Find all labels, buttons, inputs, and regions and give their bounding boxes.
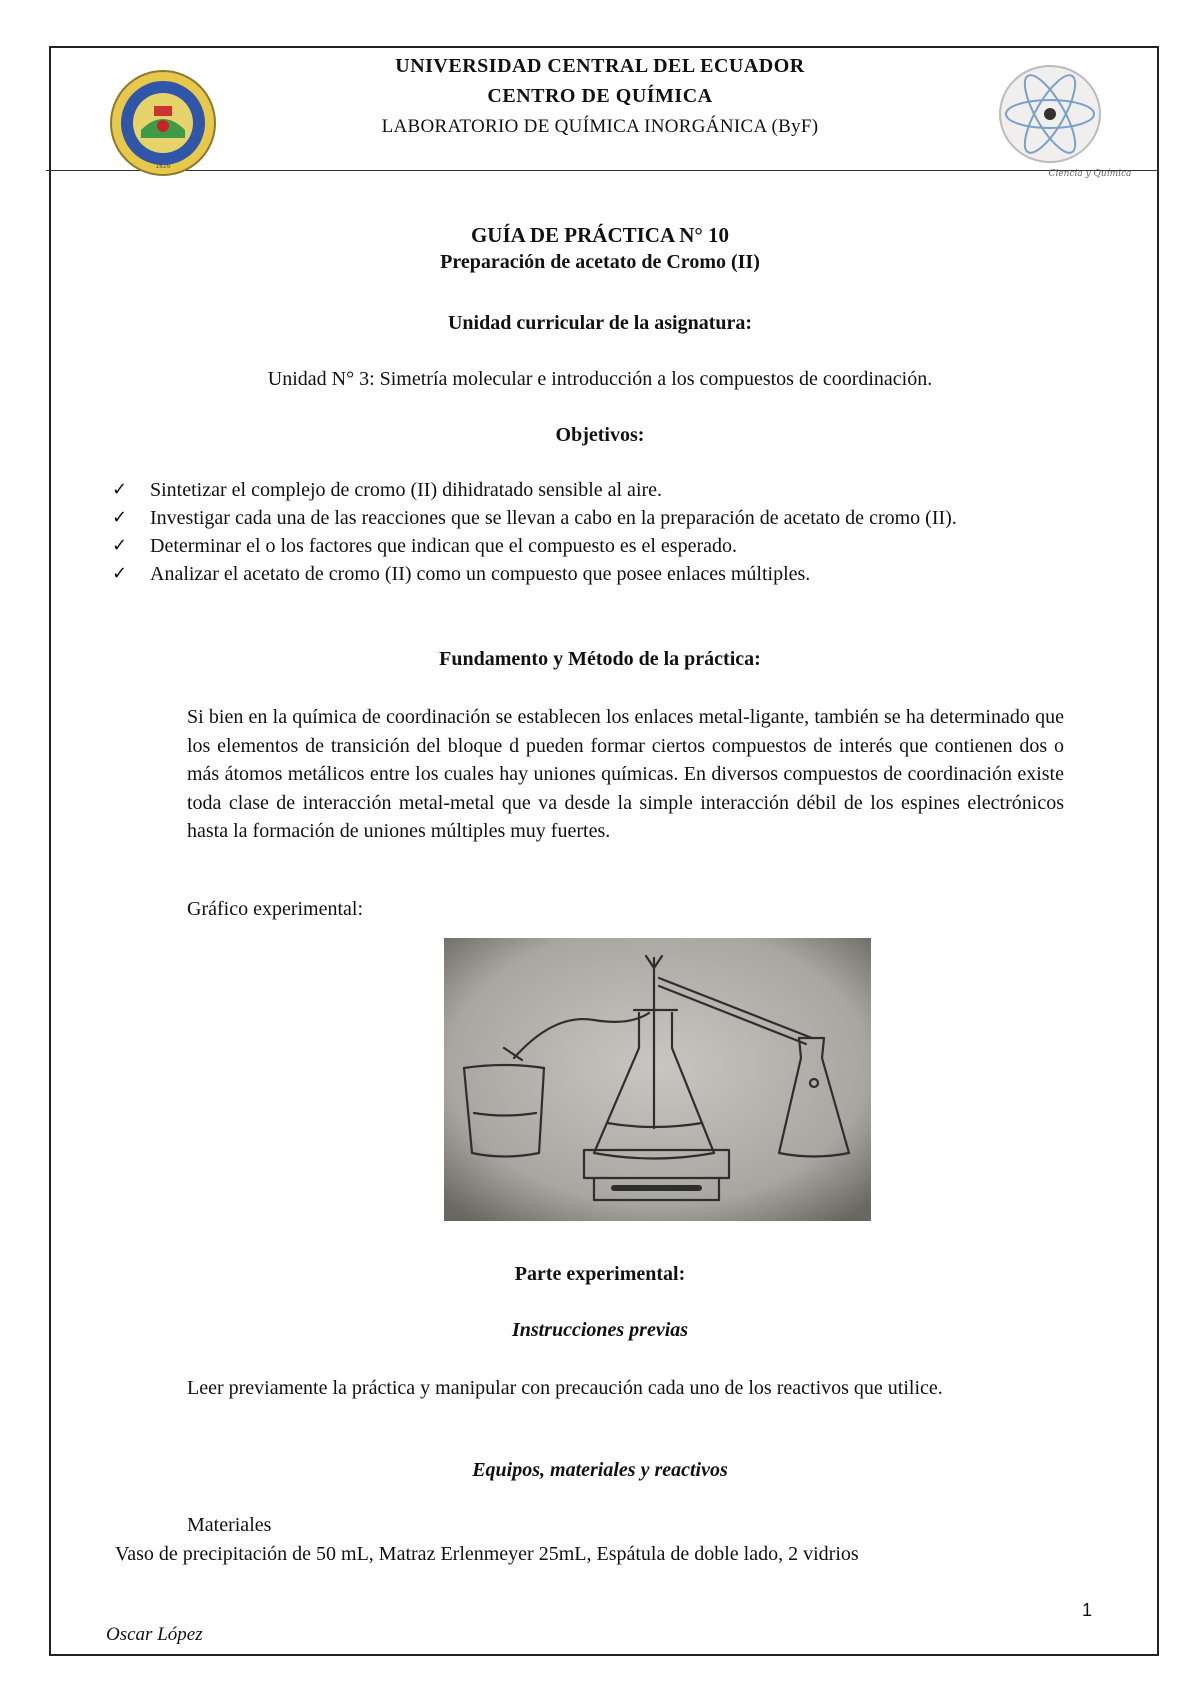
- svg-text:1826: 1826: [155, 163, 171, 170]
- objectives-heading: Objetivos:: [555, 424, 645, 446]
- objective-item: [112, 476, 1062, 504]
- graphic-label: Gráfico experimental:: [187, 898, 364, 920]
- equipment-heading: Equipos, materiales y reactivos: [472, 1459, 728, 1481]
- guide-subtitle: Preparación de acetato de Cromo (II): [440, 251, 760, 273]
- objective-item: [112, 560, 1062, 588]
- page-number: 1: [1082, 1600, 1093, 1620]
- guide-title: GUÍA DE PRÁCTICA N° 10: [470, 223, 730, 247]
- materials-label: Materiales: [187, 1514, 272, 1536]
- instructions-text: Leer previamente la práctica y manipular con precaución cada uno de los reactivos que utilice.: [187, 1377, 943, 1399]
- checkmark-icon: ✓: [112, 563, 128, 584]
- author-name: Oscar López: [106, 1624, 203, 1645]
- objective-text: Investigar cada una de las reacciones que se llevan a cabo en la preparación de acetato de cromo (II).: [150, 507, 957, 529]
- materials-line: Vaso de precipitación de 50 mL, Matraz Erlenmeyer 25mL, Espátula de doble lado, 2 vidrios: [115, 1543, 859, 1565]
- instructions-heading: Instrucciones previas: [511, 1319, 689, 1341]
- page-border: [49, 46, 1159, 1656]
- experimental-setup-photo: [444, 938, 871, 1221]
- checkmark-icon: ✓: [112, 535, 128, 556]
- objective-item: [112, 504, 1062, 532]
- objective-text: Analizar el acetato de cromo (II) como un compuesto que posee enlaces múltiples.: [150, 563, 811, 585]
- objective-item: [112, 532, 1062, 560]
- objective-text: Determinar el o los factores que indican que el compuesto es el esperado.: [150, 535, 738, 557]
- fundamento-heading: Fundamento y Método de la práctica:: [439, 648, 761, 670]
- laboratory-name: LABORATORIO DE QUÍMICA INORGÁNICA (ByF): [381, 116, 819, 137]
- university-name: UNIVERSIDAD CENTRAL DEL ECUADOR: [395, 55, 805, 77]
- logo-motto: Ciencia y Química: [1048, 169, 1132, 179]
- unit-heading: Unidad curricular de la asignatura:: [447, 312, 753, 334]
- experimental-heading: Parte experimental:: [514, 1263, 686, 1285]
- fundamento-paragraph: Si bien en la química de coordinación se establecen los enlaces metal-ligante, también se ha determinado que los elementos de transición del bloque d pueden formar ciertos compuestos de interés que contienen dos o más átomos metálicos entre los cuales hay uniones químicas. En diversos compuestos de coordinación existe toda clase de interacción metal-metal que va desde la simple interacción débil de los espines electrónicos hasta la formación de uniones múltiples muy fuertes.: [187, 706, 1064, 842]
- checkmark-icon: ✓: [112, 507, 128, 528]
- objectives-list: [112, 476, 1062, 588]
- checkmark-icon: ✓: [112, 479, 128, 500]
- unit-text: Unidad N° 3: Simetría molecular e introducción a los compuestos de coordinación.: [267, 368, 933, 390]
- objective-text: Sintetizar el complejo de cromo (II) dihidratado sensible al aire.: [150, 479, 663, 501]
- center-name: CENTRO DE QUÍMICA: [487, 85, 713, 107]
